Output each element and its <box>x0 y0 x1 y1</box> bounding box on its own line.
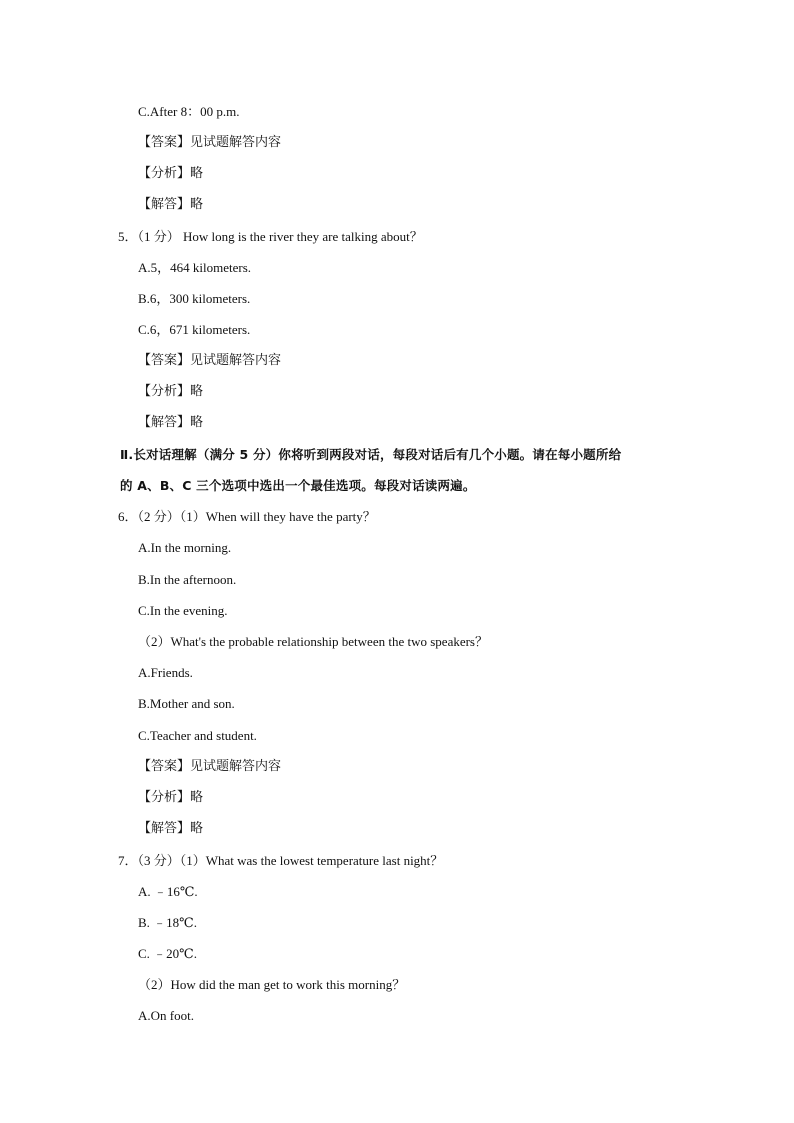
option-7-1a: A. ﹣16℃. <box>138 884 198 899</box>
section-heading-line-1: Ⅱ.长对话理解（满分 5 分）你将听到两段对话，每段对话后有几个小题。请在每小题所给 <box>120 447 622 462</box>
question-6-sub-2: （2）What's the probable relationship between the two speakers？ <box>138 634 488 649</box>
option-7-2a: A.On foot. <box>138 1008 194 1023</box>
answer-label-6: 【答案】见试题解答内容 <box>138 759 282 774</box>
analysis-label-6: 【分析】略 <box>138 790 204 805</box>
option-5b: B.6，300 kilometers. <box>138 291 251 306</box>
option-6-2b: B.Mother and son. <box>138 696 235 711</box>
question-7-sub-2: （2）How did the man get to work this morning？ <box>138 977 406 992</box>
option-5a: A.5，464 kilometers. <box>138 260 252 275</box>
option-6-1c: C.In the evening. <box>138 603 228 618</box>
analysis-label-4: 【分析】略 <box>138 166 204 181</box>
option-6-1b: B.In the afternoon. <box>138 572 237 587</box>
option-6-1a: A.In the morning. <box>138 540 232 555</box>
option-6-2a: A.Friends. <box>138 665 193 680</box>
solution-label-5: 【解答】略 <box>138 415 204 430</box>
question-6: 6．（2 分）（1）When will they have the party？ <box>118 509 376 524</box>
option-7-1b: B. ﹣18℃. <box>138 915 197 930</box>
option-7-1c: C. ﹣20℃. <box>138 946 197 961</box>
answer-label-5: 【答案】见试题解答内容 <box>138 353 282 368</box>
option-4c: C.After 8：00 p.m. <box>138 104 240 119</box>
option-6-2c: C.Teacher and student. <box>138 728 257 743</box>
analysis-label-5: 【分析】略 <box>138 384 204 399</box>
option-5c: C.6，671 kilometers. <box>138 322 251 337</box>
solution-label-6: 【解答】略 <box>138 821 204 836</box>
question-5: 5．（1 分） How long is the river they are talking about？ <box>118 229 423 244</box>
question-7: 7．（3 分）（1）What was the lowest temperature last night？ <box>118 853 444 868</box>
answer-label-4: 【答案】见试题解答内容 <box>138 135 282 150</box>
section-heading-line-2: 的 A、B、C 三个选项中选出一个最佳选项。每段对话读两遍。 <box>120 478 476 493</box>
solution-label-4: 【解答】略 <box>138 197 204 212</box>
